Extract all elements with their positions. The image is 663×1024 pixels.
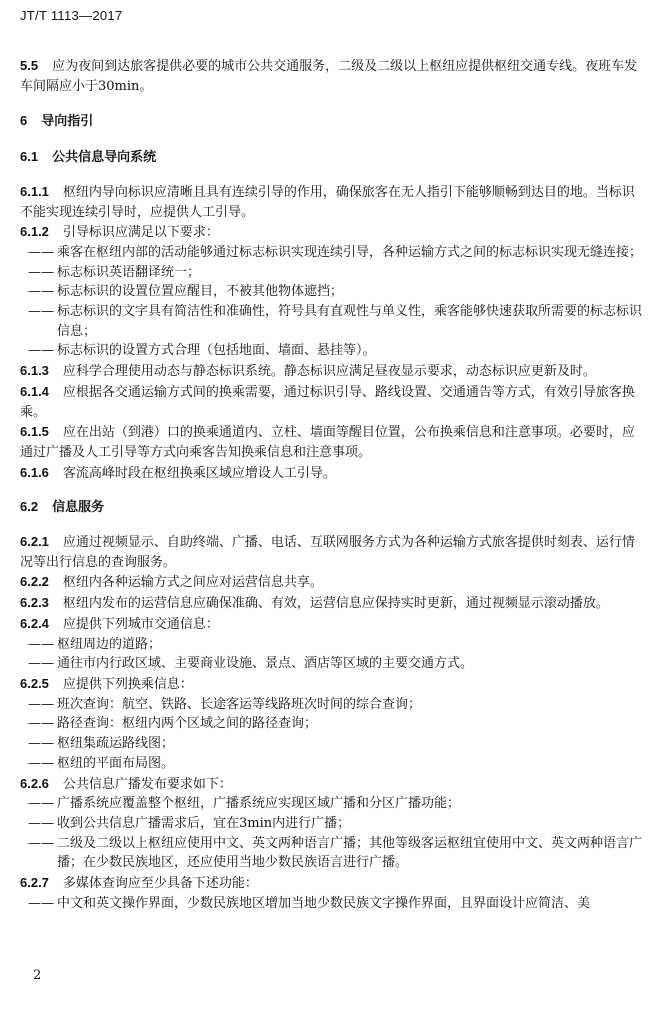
list-dash: —— xyxy=(28,244,54,260)
section-heading-6-1 xyxy=(20,147,644,168)
list-item-text: 路径查询：枢纽内两个区域之间的路径查询； xyxy=(57,716,318,732)
list-item xyxy=(20,714,644,734)
list-item xyxy=(20,695,644,715)
clause-number: 6.2.3 xyxy=(20,595,49,611)
clause-number: 6.2.1 xyxy=(20,534,49,550)
clause-text: 应在出站（到港）口的换乘通道内、立柱、墙面等醒目位置，公布换乘信息和注意事项。必要时，应通过广播及人工引导等方式向乘客告知换乘信息和注意事项。 xyxy=(20,425,635,460)
list-dash: —— xyxy=(28,755,54,771)
section-number: 6 xyxy=(20,113,28,129)
clause-text: 枢纽内各种运输方式之间应对运营信息共享。 xyxy=(62,575,323,591)
list-item xyxy=(20,243,644,263)
list-dash: —— xyxy=(28,895,54,911)
list-dash: —— xyxy=(28,815,54,831)
clause-number: 6.2.2 xyxy=(20,574,49,590)
list-item xyxy=(20,654,644,674)
clause-number: 6.1.3 xyxy=(20,363,49,379)
clause-number: 6.2.7 xyxy=(20,875,49,891)
section-title: 信息服务 xyxy=(52,500,105,516)
clause-number: 6.1.4 xyxy=(20,383,49,399)
list-item xyxy=(20,263,644,283)
list-item xyxy=(20,341,644,361)
list-item-text: 标志标识的文字具有简洁性和准确性，符号具有直观性与单义性，乘客能够快速获取所需要的标志标识信息； xyxy=(57,304,643,339)
list-item xyxy=(20,794,644,814)
list-item-text: 标志标识英语翻译统一； xyxy=(57,264,201,280)
list-item-text: 枢纽的平面布局图。 xyxy=(57,755,175,771)
list-item xyxy=(20,635,644,655)
list-item-text: 枢纽集疏运路线图； xyxy=(57,736,175,752)
list-item-text: 通往市内行政区域、主要商业设施、景点、酒店等区域的主要交通方式。 xyxy=(57,656,474,672)
standard-code-header: JT/T 1113—2017 xyxy=(20,8,123,23)
clause-6-2-2 xyxy=(20,572,644,593)
section-title: 导向指引 xyxy=(41,114,94,130)
list-dash: —— xyxy=(28,835,54,851)
clause-6-2-3 xyxy=(20,593,644,614)
clause-6-1-5 xyxy=(20,422,644,462)
list-item-text: 枢纽周边的道路； xyxy=(57,636,162,652)
list-item-text: 收到公共信息广播需求后，宜在3min内进行广播； xyxy=(57,815,351,831)
list-item-text: 二级及二级以上枢纽应使用中文、英文两种语言广播；其他等级客运枢纽宜使用中文、英文两种语言广播；在少数民族地区，还应使用当地少数民族语言进行广播。 xyxy=(57,835,643,871)
clause-6-1-4 xyxy=(20,382,644,422)
list-item-text: 标志标识的设置位置应醒目，不被其他物体遮挡； xyxy=(57,284,344,300)
clause-6-2-1 xyxy=(20,532,644,572)
list-item xyxy=(20,734,644,754)
clause-text: 应科学合理使用动态与静态标识系统。静态标识应满足昼夜显示要求，动态标识应更新及时。 xyxy=(62,364,596,380)
clause-text: 枢纽内导向标识应清晰且具有连续引导的作用，确保旅客在无人指引下能够顺畅到达目的地。当标识不能实现连续引导时，应提供人工引导。 xyxy=(20,184,635,220)
list-dash: —— xyxy=(28,636,54,652)
list-item-text: 中文和英文操作界面，少数民族地区增加当地少数民族文字操作界面，且界面设计应简洁、美 xyxy=(57,895,591,911)
clause-text: 应通过视频显示、自助终端、广播、电话、互联网服务方式为各种运输方式旅客提供时刻表、运行情况等出行信息的查询服务。 xyxy=(20,535,635,570)
list-dash: —— xyxy=(28,284,54,300)
clause-number: 5.5 xyxy=(20,58,39,73)
clause-text: 应提供下列城市交通信息： xyxy=(62,616,219,632)
clause-6-2-5 xyxy=(20,674,644,695)
clause-number: 6.1.5 xyxy=(20,424,49,440)
section-heading-6-2 xyxy=(20,497,644,518)
list-item xyxy=(20,834,644,873)
section-heading-6 xyxy=(20,111,644,132)
list-dash: —— xyxy=(28,716,54,732)
clause-text: 应为夜间到达旅客提供必要的城市公共交通服务，二级及二级以上枢纽应提供枢纽交通专线。夜班车发车间隔应小于30min。 xyxy=(20,59,638,94)
clause-6-2-6 xyxy=(20,774,644,795)
clause-6-1-2 xyxy=(20,222,644,243)
clause-number: 6.2.5 xyxy=(20,675,49,691)
clause-6-1-3 xyxy=(20,361,644,382)
clause-6-2-4 xyxy=(20,614,644,635)
section-title: 公共信息导向系统 xyxy=(52,150,157,166)
list-item xyxy=(20,814,644,834)
list-item xyxy=(20,282,644,302)
list-dash: —— xyxy=(28,343,54,359)
clause-number: 6.1.2 xyxy=(20,224,49,240)
list-item-text: 广播系统应覆盖整个枢纽，广播系统应实现区域广播和分区广播功能； xyxy=(57,796,461,812)
clause-text: 应提供下列换乘信息： xyxy=(62,676,193,692)
clause-text: 应根据各交通运输方式间的换乘需要，通过标识引导、路线设置、交通通告等方式，有效引导旅客换乘。 xyxy=(20,384,635,420)
clause-text: 枢纽内发布的运营信息应确保准确、有效，运营信息应保持实时更新，通过视频显示滚动播放。 xyxy=(62,596,609,612)
clause-text: 引导标识应满足以下要求： xyxy=(62,225,219,241)
document-body xyxy=(20,56,644,913)
clause-text: 公共信息广播发布要求如下： xyxy=(62,776,232,792)
clause-6-1-1 xyxy=(20,182,644,222)
list-dash: —— xyxy=(28,656,54,672)
list-item-text: 乘客在枢纽内部的活动能够通过标志标识实现连续引导，各种运输方式之间的标志标识实现无缝连接； xyxy=(57,244,643,260)
list-item-text: 班次查询：航空、铁路、长途客运等线路班次时间的综合查询； xyxy=(57,696,422,712)
clause-6-1-6 xyxy=(20,463,644,484)
page-number: 2 xyxy=(33,968,42,983)
clause-6-2-7 xyxy=(20,873,644,894)
clause-number: 6.2.4 xyxy=(20,615,49,631)
clause-text: 客流高峰时段在枢纽换乘区域应增设人工引导。 xyxy=(62,465,336,481)
clause-number: 6.2.6 xyxy=(20,775,49,791)
list-item-text: 标志标识的设置方式合理（包括地面、墙面、悬挂等）。 xyxy=(57,343,376,359)
clause-5-5 xyxy=(20,56,644,96)
list-dash: —— xyxy=(28,796,54,812)
list-item xyxy=(20,754,644,774)
list-dash: —— xyxy=(28,304,54,320)
clause-text: 多媒体查询应至少具备下述功能： xyxy=(62,876,258,892)
list-dash: —— xyxy=(28,736,54,752)
list-dash: —— xyxy=(28,696,54,712)
section-number: 6.1 xyxy=(20,149,39,165)
clause-number: 6.1.1 xyxy=(20,183,49,199)
list-item xyxy=(20,894,644,914)
list-item xyxy=(20,302,644,341)
list-dash: —— xyxy=(28,264,54,280)
clause-number: 6.1.6 xyxy=(20,464,49,480)
section-number: 6.2 xyxy=(20,499,39,515)
